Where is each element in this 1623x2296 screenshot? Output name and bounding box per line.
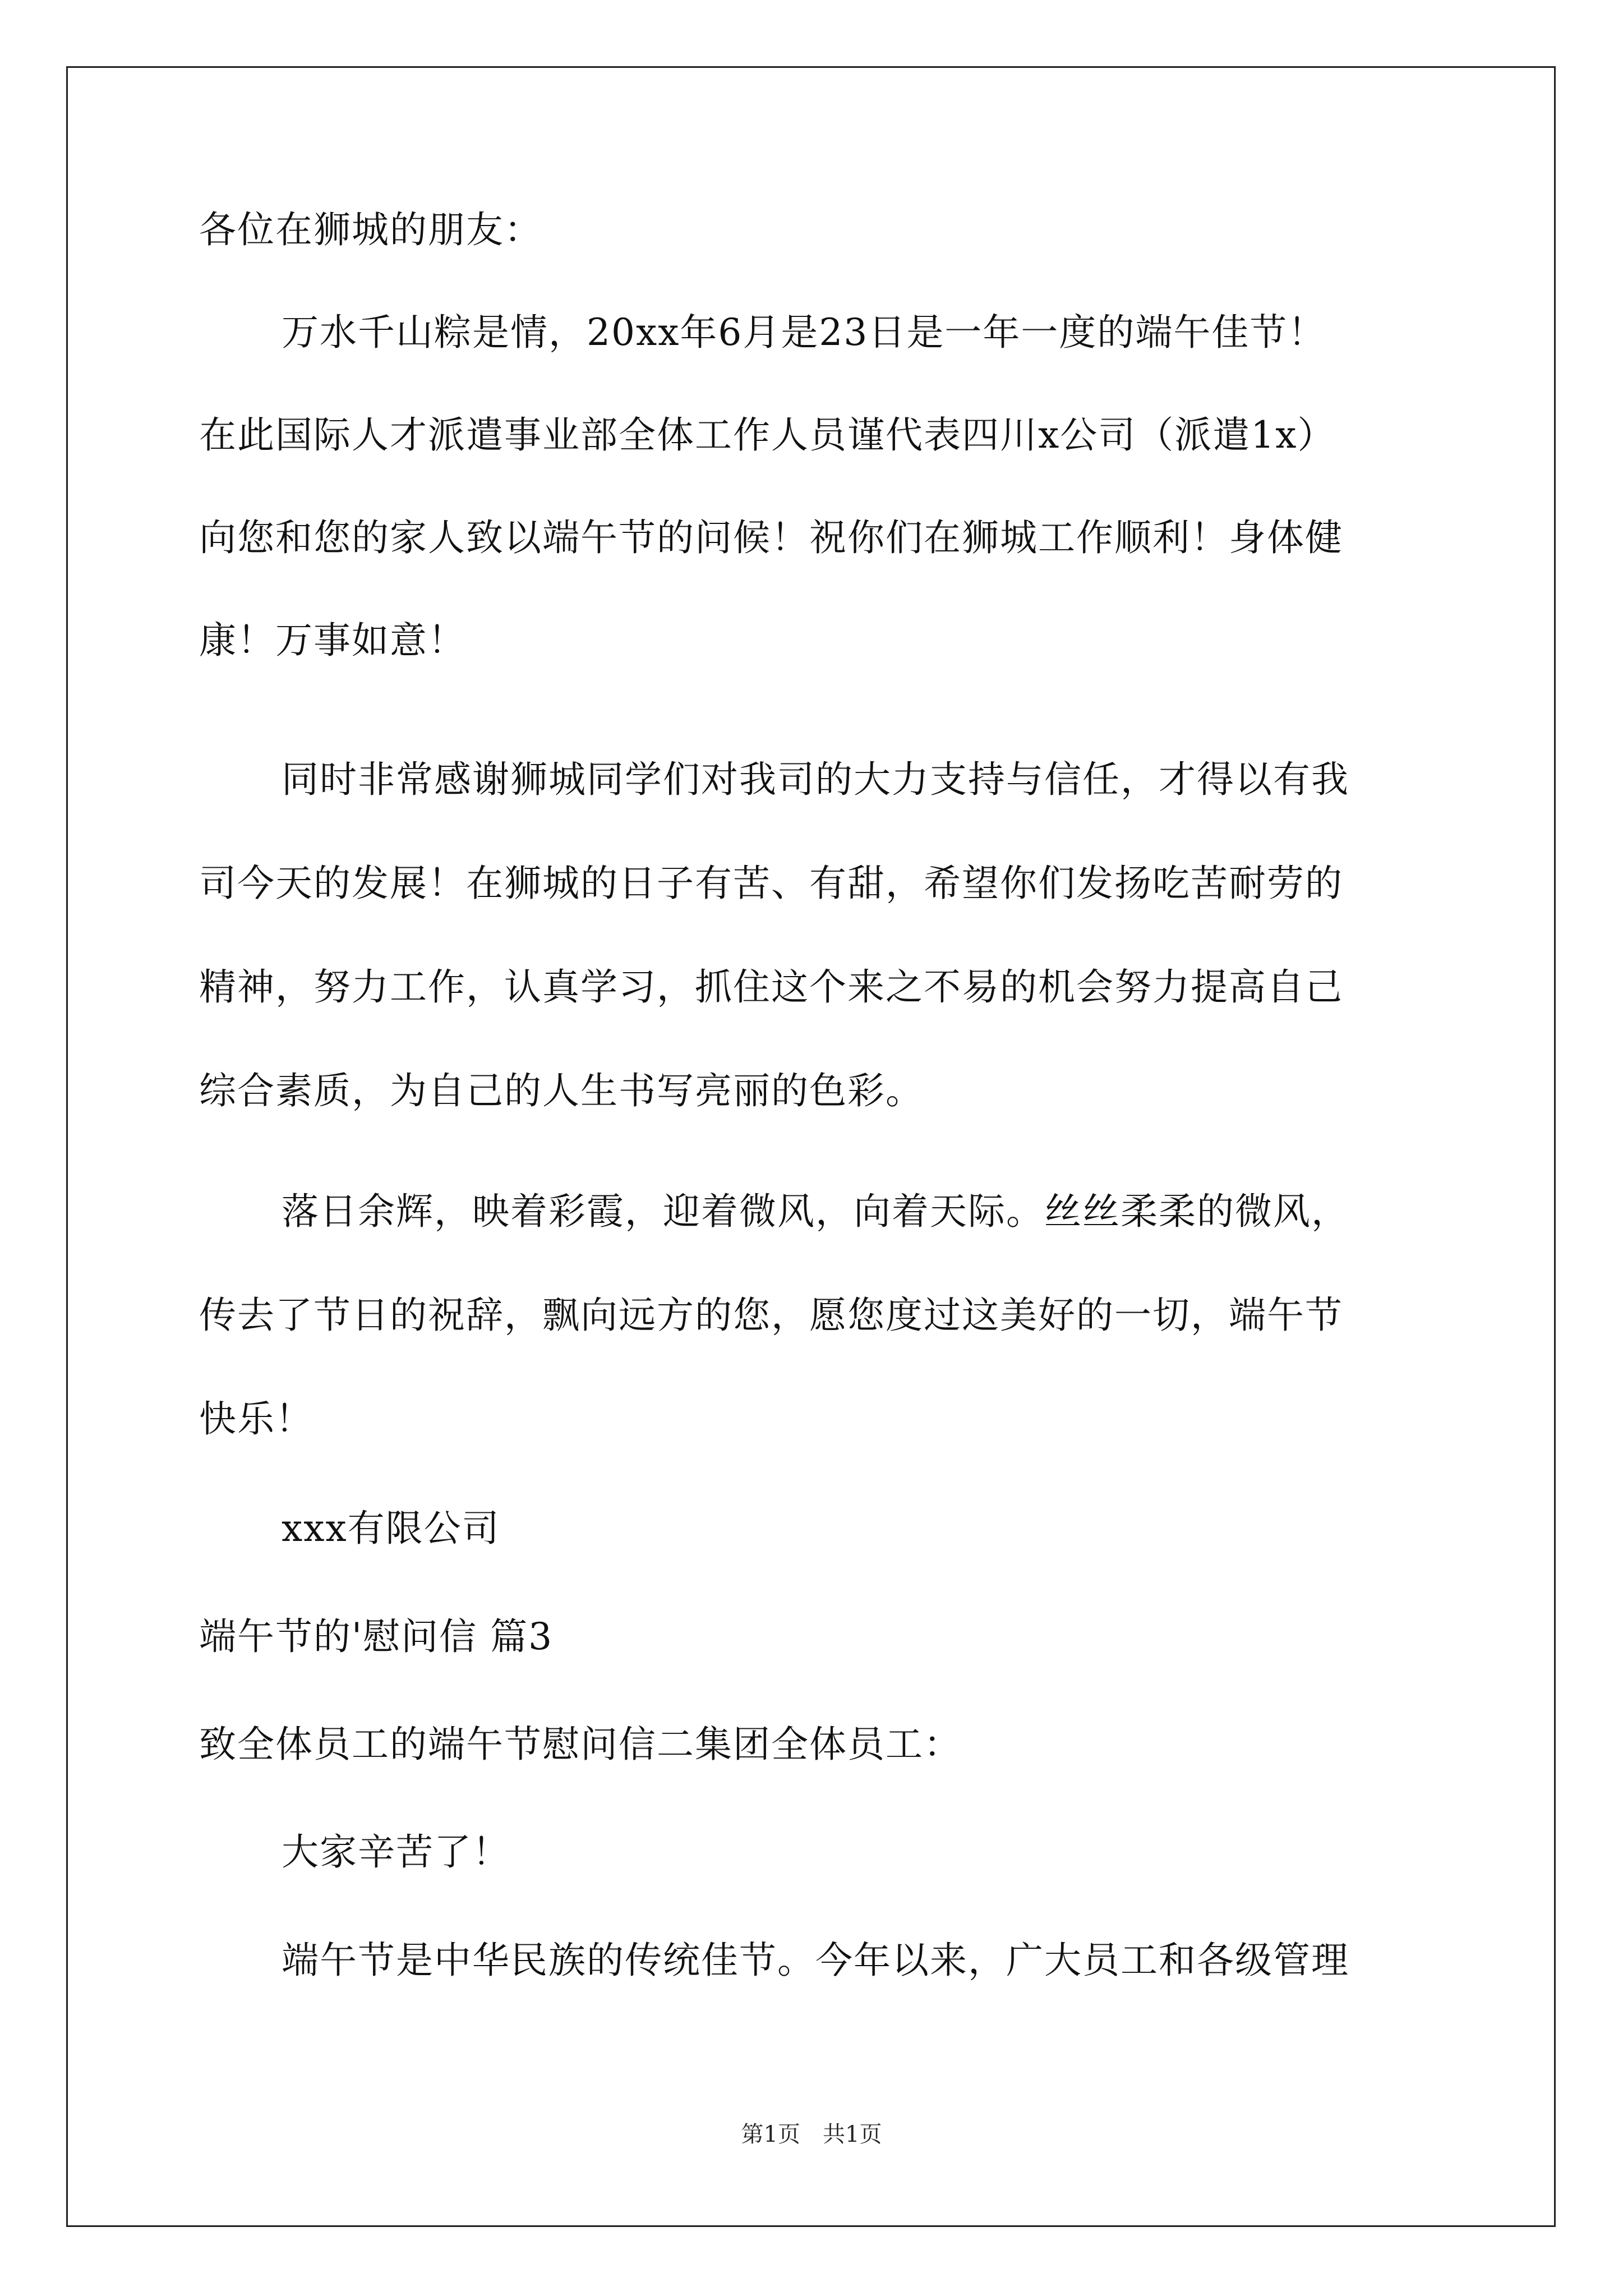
paragraph-line: 端午节是中华民族的传统佳节。今年以来，广大员工和各级管理 — [282, 1939, 1349, 1982]
page-footer — [0, 2120, 1623, 2148]
paragraph-line: 大家辛苦了！ — [282, 1830, 510, 1874]
page-border — [66, 66, 1556, 2227]
page-number: 第1页 — [741, 2122, 800, 2147]
page-total: 共1页 — [823, 2122, 882, 2147]
section-heading: 端午节的'慰问信 篇3 — [199, 1615, 554, 1658]
paragraph-line: 向您和您的家人致以端午节的问候！祝你们在狮城工作顺利！身体健 — [199, 516, 1343, 559]
paragraph-line: 落日余辉，映着彩霞，迎着微风，向着天际。丝丝柔柔的微风， — [282, 1190, 1349, 1233]
paragraph-line: 康！万事如意！ — [199, 619, 466, 662]
paragraph-line: 快乐！ — [199, 1397, 313, 1441]
paragraph-line: 精神，努力工作，认真学习，抓住这个来之不易的机会努力提高自己 — [199, 965, 1343, 1009]
greeting-line: 各位在狮城的朋友： — [199, 208, 542, 251]
paragraph-line: 司今天的发展！在狮城的日子有苦、有甜，希望你们发扬吃苦耐劳的 — [199, 862, 1343, 905]
paragraph-line: 综合素质，为自己的人生书写亮丽的色彩。 — [199, 1069, 924, 1112]
paragraph-line: 传去了节日的祝辞，飘向远方的您，愿您度过这美好的一切，端午节 — [199, 1294, 1343, 1337]
letter-title-line: 致全体员工的端午节慰问信二集团全体员工： — [199, 1723, 962, 1766]
paragraph-line: 在此国际人才派遣事业部全体工作人员谨代表四川x公司（派遣1x） — [199, 413, 1336, 457]
paragraph-line: 万水千山粽是情，20xx年6月是23日是一年一度的端午佳节！ — [282, 311, 1326, 354]
paragraph-line: 同时非常感谢狮城同学们对我司的大力支持与信任，才得以有我 — [282, 758, 1349, 801]
company-signature: xxx有限公司 — [282, 1507, 500, 1550]
